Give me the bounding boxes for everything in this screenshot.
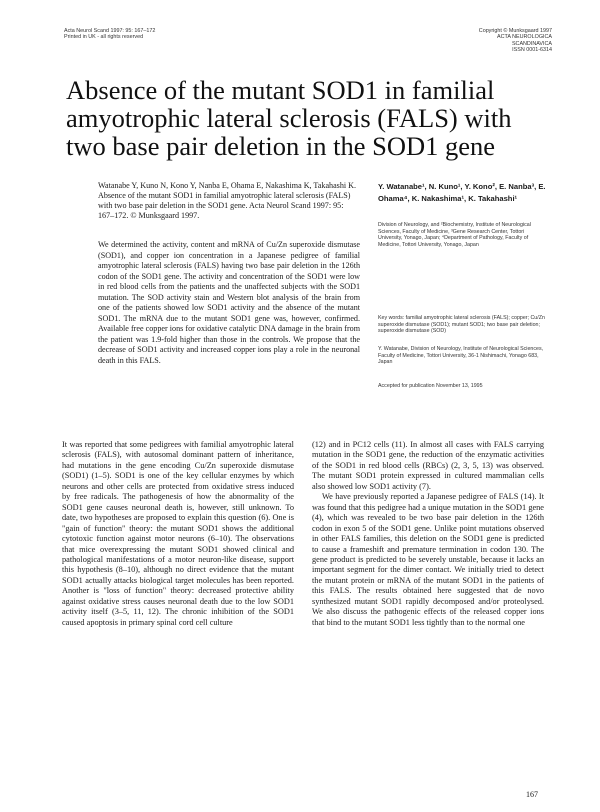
journal-citation-header [64, 28, 244, 41]
body-column-right [312, 440, 544, 628]
author-list: Y. Watanabe¹, N. Kuno¹, Y. Kono², E. Nanba³, E. Ohama⁴, K. Nakashima¹, K. Takahashi¹ [378, 182, 546, 203]
keywords: Key words: familial amyotrophic lateral sclerosis (FALS); copper; Cu/Zn superoxide dismutase (SOD1); mutant SOD1; two base pair deletion; superoxide dismutase (SOD) [378, 315, 545, 335]
correspondence: Y. Watanabe, Division of Neurology, Institute of Neurological Sciences, Faculty of Medicine, Tottori University, 36-1 Nishimachi, Yonago 683, Japan [378, 346, 544, 366]
abstract: We determined the activity, content and mRNA of Cu/Zn superoxide dismutase (SOD1), and copper ion concentration in a Japanese pedigree of familial amyotrophic lateral sclerosis (FALS) having two base pair deletion in the 126th codon of the SOD1 gene. The activity and concentration of the SOD1 were low in red blood cells from the patients and the unaffected subjects with the SOD1 mutation. The SOD activity stain and Western blot analysis of the brain from one of the patients showed low SOD1 activity and the absence of the mutant SOD1. The mRNA due to the mutant SOD1 gene was, however, confirmed. Available free copper ions for oxidative catalytic DNA damage in the brain from the patient was 1.9-fold higher than those in the controls. We propose that the decrease of SOD1 activity and increased copper ions play a role in the neuronal death in this FALS. [98, 240, 360, 365]
journal-name-line: ACTA NEUROLOGICA [496, 34, 552, 41]
copyright-line: Copyright © Munksgaard 1997 [478, 28, 552, 34]
affiliations: Division of Neurology, and ²Biochemistry, Institute of Neurological Sciences, Faculty of Medicine, ³Gene Research Center, Tottori University, Yonago, Japan; ⁴Department of Pathology, Faculty of Medicine, Tottori University, Yonago, Japan [378, 222, 531, 248]
copyright-header [452, 28, 552, 54]
body-paragraph: We have previously reported a Japanese pedigree of FALS (14). It was found that this pedigree had a unique mutation in the SOD1 gene (4), which was revealed to be two base pair deletion in the 126th codon in exon 5 of the SOD1 gene. Unlike point mutations observed in other FALS families, this deletion on the SOD1 gene is predicted to cause a frameshift and premature termination in codon 130. The gene product is predicted to be severely unstable, because it lacks an important segment for the dimer contact. We initially tried to detect the mutant protein or mRNA of the mutant SOD1 in the patients of this FALS. The results obtained here suggested that de novo synthesized mutant SOD1 rapidly decomposed and/or proteolysed. We also discuss the pathogenic effects of the released copper ions that bind to the mutant SOD1 less tightly than to the normal one [312, 492, 544, 627]
body-paragraph: (12) and in PC12 cells (11). In almost all cases with FALS carrying mutation in the SOD1 gene, the reduction of the enzymatic activities of the SOD1 in red blood cells (RBCs) (2, 3, 5, 13) was observed. The mutant SOD1 protein expressed in cultured mammalian cells also showed low SOD1 activity (7). [312, 440, 544, 491]
body-paragraph: It was reported that some pedigrees with familial amyotrophic lateral sclerosis (FALS), with autosomal dominant pattern of inheritance, had mutations in the gene encoding Cu/Zn superoxide dismutase (SOD1) (1–5). SOD1 is one of the key cellular enzymes by which neurons and other cells are protected from oxidative stress induced by free radicals. The pathogenesis of how the abnormality of the SOD1 gene causes neuronal death is, however, still unknown. To date, two hypotheses are proposed to explain this question (6). One is "gain of function" theory: the mutant SOD1 shows the additional cytotoxic function against motor neurons (6–10). The observations that mice overexpressing the mutant SOD1 showed clinical and pathological manifestations of a motor neuron-like disease, support this hypothesis (8–10), although no direct evidence that the mutant SOD1 actually attacks biological target molecules has been reported. Another is "loss of function" theory: decreased protective ability against oxidative stress causes neuronal death due to the low SOD1 activity itself (3–5, 11, 12). The chronic inhibition of the SOD1 caused apoptosis in primary spinal cord cell culture [62, 440, 294, 627]
page-number: 167 [526, 790, 538, 799]
body-column-left [62, 440, 294, 628]
accepted-date: Accepted for publication November 13, 1995 [378, 383, 483, 389]
issn-line: ISSN 0001-6314 [512, 47, 552, 54]
journal-name-line: SCANDINAVICA [511, 40, 552, 47]
article-title: Absence of the mutant SOD1 in familial amyotrophic lateral sclerosis (FALS) with two base pair deletion in the SOD1 gene [66, 75, 512, 161]
journal-line: Printed in UK - all rights reserved [64, 34, 144, 41]
citation: Watanabe Y, Kuno N, Kono Y, Nanba E, Ohama E, Nakashima K, Takahashi K. Absence of the mutant SOD1 in familial amyotrophic lateral sclerosis (FALS) with two base pair deletion in the SOD1 gene. Acta Neurol Scand 1997: 95: 167–172. © Munksgaard 1997. [98, 181, 357, 220]
journal-line: Acta Neurol Scand 1997: 95: 167–172 [64, 28, 156, 34]
